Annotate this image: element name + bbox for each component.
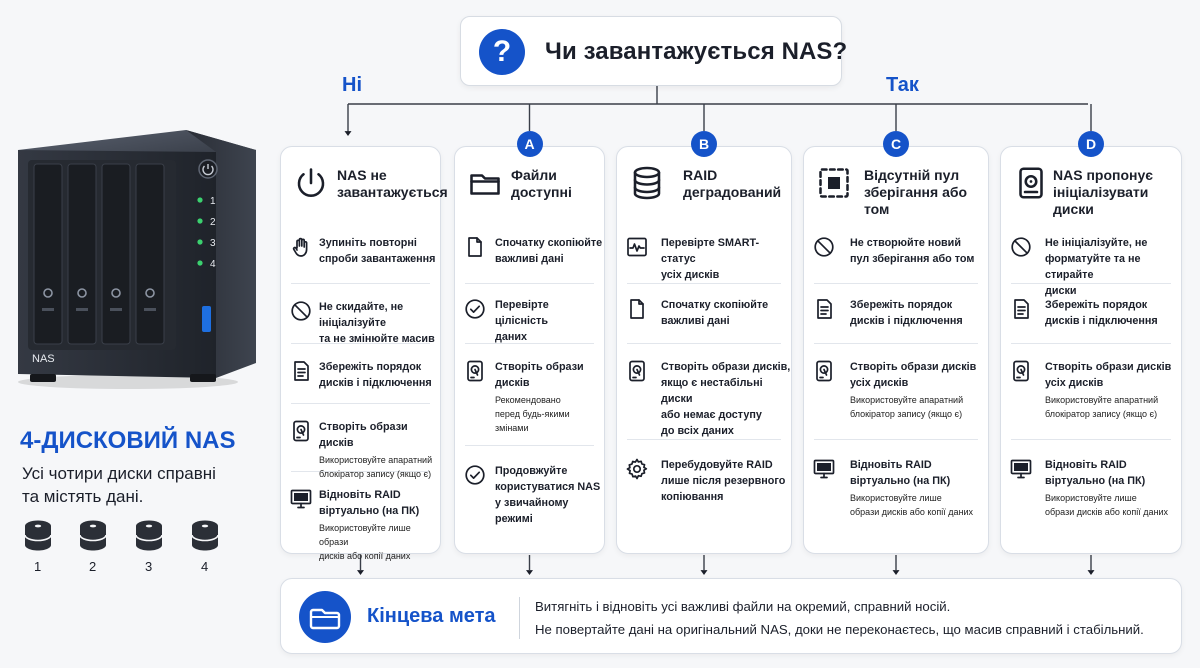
step-text-line: або немає доступу <box>661 409 762 421</box>
column-title <box>511 167 572 201</box>
final-goal-title: Кінцева мета <box>367 605 496 627</box>
step-text <box>661 297 768 329</box>
step-divider <box>814 439 978 440</box>
step-divider <box>627 343 781 344</box>
step-text-line: Створіть образи дисків, <box>661 361 791 373</box>
step-text-line: Збережіть порядок <box>319 361 422 373</box>
folder-icon <box>467 165 507 205</box>
no-icon <box>812 235 838 261</box>
step-divider <box>1011 439 1171 440</box>
branch-no-label: Ні <box>342 74 362 96</box>
step-note-line: дисків або копії даних <box>319 551 411 561</box>
database-icon <box>629 165 669 205</box>
step-text-line: Перебудовуйте RAID <box>661 459 773 471</box>
step-text <box>319 487 419 519</box>
column-title-line: NAS не <box>337 167 387 183</box>
disk-label: 2 <box>89 559 97 574</box>
document-icon <box>289 359 315 385</box>
step-text-line: Не створюйте новий <box>850 237 961 249</box>
step-text-line: Перевірте цілісність <box>495 299 549 327</box>
goal-divider <box>519 597 520 639</box>
step-text <box>850 297 963 329</box>
usb-port <box>202 306 211 332</box>
column-header <box>617 163 791 211</box>
step-text-line: пул зберігання або том <box>850 253 975 265</box>
step-text-line: Створіть образи дисків <box>850 361 977 373</box>
question-icon: ? <box>479 29 525 75</box>
led-label-2: 2 <box>210 217 216 228</box>
disk-icon <box>463 359 489 385</box>
branch-yes-label: Так <box>886 74 919 96</box>
power-icon <box>293 165 333 205</box>
final-goal-line2: Не повертайте дані на оригінальний NAS, доки не переконаєтесь, що масив справний і стабільний. <box>535 622 1144 637</box>
step-text-line: віртуально (на ПК) <box>850 475 951 487</box>
step-text-line: Створіть образи дисків <box>1045 361 1172 373</box>
scenario-column <box>454 146 605 554</box>
step-text-line: та не змінюйте масив <box>319 333 435 345</box>
step-divider <box>291 403 430 404</box>
step-text-line: Створіть образи <box>319 421 408 433</box>
column-title-line: Відсутній пул <box>864 167 960 183</box>
step-note-line: образи дисків або копії даних <box>1045 507 1169 517</box>
column-title <box>683 167 781 201</box>
missing-pool-icon <box>816 165 856 205</box>
column-header <box>455 163 604 211</box>
drive-alert-icon <box>1013 165 1053 205</box>
arrow-head <box>526 570 533 575</box>
device-desc-line2: та містять дані. <box>22 487 144 506</box>
step-note-line: Використовуйте апаратний <box>850 395 964 405</box>
step-text-line: Не ініціалізуйте, не <box>1045 237 1148 249</box>
disk-icon <box>135 519 163 558</box>
step-text <box>850 457 950 489</box>
column-title <box>337 167 448 201</box>
step-note <box>319 521 440 563</box>
step-note-line: блокіратор запису (якщо є) <box>850 409 963 419</box>
step-note <box>1045 491 1168 519</box>
step-text <box>319 299 440 347</box>
step-text <box>850 235 974 267</box>
question-box <box>460 16 848 86</box>
step-note-line: образи дисків або копії даних <box>850 507 974 517</box>
disk-label: 3 <box>145 559 153 574</box>
scenario-column <box>616 146 792 554</box>
disk-label: 4 <box>201 559 209 574</box>
step-note-line: Рекомендовано <box>495 395 561 405</box>
scenario-badge: A <box>517 131 543 157</box>
led-label-1: 1 <box>210 196 216 207</box>
step-text-line: Відновіть RAID <box>850 459 932 471</box>
led-label-3: 3 <box>210 238 216 249</box>
step-note-line: перед будь-якими змінами <box>495 409 570 433</box>
scenario-badge: C <box>883 131 909 157</box>
led-label-4: 4 <box>210 259 216 270</box>
step-text <box>319 235 435 267</box>
step-note <box>495 393 604 435</box>
step-text-line: копіювання <box>661 491 724 503</box>
column-header <box>1001 163 1181 217</box>
step-text <box>1045 297 1158 329</box>
step-text-line: віртуально (на ПК) <box>1045 475 1146 487</box>
step-text-line: Спочатку скопіюйте <box>495 237 603 249</box>
hand-stop-icon <box>289 235 315 261</box>
step-note-line: Використовуйте лише <box>1045 493 1137 503</box>
step-text-line: Перевірте SMART-статус <box>661 237 760 265</box>
disk-label: 1 <box>34 559 42 574</box>
step-text <box>319 359 432 391</box>
column-title <box>864 167 988 218</box>
scenario-badge: B <box>691 131 717 157</box>
step-text <box>319 419 408 451</box>
arrow-head <box>357 570 364 575</box>
disk-icon <box>191 519 219 558</box>
step-text <box>1045 359 1171 391</box>
step-note <box>850 393 963 421</box>
step-text <box>495 235 602 267</box>
step-text-line: дисків і підключення <box>850 315 963 327</box>
step-text <box>495 297 604 345</box>
column-header <box>804 163 988 217</box>
step-text-line: Зупиніть повторні <box>319 237 417 249</box>
step-text-line: лише після резервного <box>661 475 786 487</box>
check-circle-icon <box>463 463 489 489</box>
column-title-line: завантажується <box>337 184 448 200</box>
column-title-line: доступні <box>511 184 572 200</box>
column-title-line: зберігання або том <box>864 184 968 217</box>
step-note-line: Використовуйте лише <box>850 493 942 503</box>
folder-icon <box>299 591 351 643</box>
step-text-line: дисків і підключення <box>1045 315 1158 327</box>
step-text-line: Не скидайте, не ініціалізуйте <box>319 301 404 329</box>
step-text-line: якщо є нестабільні диски <box>661 377 763 405</box>
disk-icon <box>625 359 651 385</box>
step-text-line: Збережіть порядок <box>850 299 953 311</box>
step-text <box>495 463 604 527</box>
step-note-line: Використовуйте лише образи <box>319 523 411 547</box>
gear-icon <box>625 457 651 483</box>
nas-device-illustration <box>18 128 268 390</box>
step-text-line: Відновіть RAID <box>1045 459 1127 471</box>
step-divider <box>814 283 978 284</box>
step-text-line: віртуально (на ПК) <box>319 505 420 517</box>
no-icon <box>1009 235 1035 261</box>
step-note <box>850 491 973 519</box>
monitor-icon <box>812 457 838 483</box>
column-title-line: NAS пропонує <box>1053 167 1153 183</box>
monitor-icon <box>289 487 315 513</box>
disk-icon <box>1009 359 1035 385</box>
device-desc-line1: Усі чотири диски справні <box>22 464 216 483</box>
step-note-line: Використовуйте апаратний <box>1045 395 1159 405</box>
final-goal-box <box>280 578 1182 654</box>
step-text <box>661 457 785 505</box>
copy-doc-icon <box>463 235 489 261</box>
final-goal-line1: Витягніть і відновіть усі важливі файли на окремий, справний носій. <box>535 599 951 614</box>
disk-icon <box>24 519 52 558</box>
document-icon <box>812 297 838 323</box>
scenario-column <box>1000 146 1182 554</box>
column-title-line: RAID <box>683 167 718 183</box>
column-title-line: Файли <box>511 167 557 183</box>
step-text-line: до всіх даних <box>661 425 734 437</box>
step-text <box>495 359 584 391</box>
step-divider <box>814 343 978 344</box>
device-title: 4-ДИСКОВИЙ NAS <box>20 427 236 454</box>
disk-icon <box>812 359 838 385</box>
device-label: NAS <box>32 353 55 365</box>
step-note-line: Використовуйте апаратний <box>319 455 433 465</box>
step-divider <box>627 283 781 284</box>
column-title-line: деградований <box>683 184 782 200</box>
pulse-icon <box>625 235 651 261</box>
step-divider <box>291 283 430 284</box>
step-note <box>319 453 432 481</box>
step-text-line: користуватися NAS <box>495 481 601 493</box>
question-text: Чи завантажується NAS? <box>545 38 848 65</box>
check-circle-icon <box>463 297 489 323</box>
step-text <box>661 359 791 439</box>
step-text <box>850 359 976 391</box>
disk-icon <box>289 419 315 445</box>
step-divider <box>465 445 594 446</box>
step-text-line: Продовжуйте <box>495 465 568 477</box>
arrow-head <box>701 570 708 575</box>
step-text-line: дисків <box>495 377 530 389</box>
step-text-line: спроби завантаження <box>319 253 436 265</box>
step-text <box>1045 235 1181 299</box>
step-text-line: Створіть образи <box>495 361 584 373</box>
scenario-column <box>803 146 989 554</box>
step-text <box>661 235 791 283</box>
step-text-line: диски <box>1045 285 1077 297</box>
step-text-line: Збережіть порядок <box>1045 299 1148 311</box>
step-note-line: блокіратор запису (якщо є) <box>319 469 432 479</box>
column-title-line: ініціалізувати диски <box>1053 184 1149 217</box>
step-text-line: усіх дисків <box>850 377 909 389</box>
step-note <box>1045 393 1158 421</box>
scenario-column <box>280 146 448 561</box>
scenario-badge: D <box>1078 131 1104 157</box>
step-divider <box>627 439 781 440</box>
step-divider <box>465 283 594 284</box>
step-text-line: дисків і підключення <box>319 377 432 389</box>
arrow-head <box>893 570 900 575</box>
column-header <box>281 163 448 211</box>
disk-icon <box>79 519 107 558</box>
step-text-line: усіх дисків <box>1045 377 1104 389</box>
step-text-line: Відновіть RAID <box>319 489 401 501</box>
step-divider <box>1011 343 1171 344</box>
step-text-line: дисків <box>319 437 354 449</box>
step-text-line: форматуйте та не стирайте <box>1045 253 1141 281</box>
monitor-icon <box>1009 457 1035 483</box>
step-text <box>1045 457 1145 489</box>
step-text-line: Спочатку скопіюйте <box>661 299 769 311</box>
step-text-line: усіх дисків <box>661 269 720 281</box>
step-text-line: важливі дані <box>661 315 730 327</box>
document-icon <box>1009 297 1035 323</box>
arrow-head <box>1088 570 1095 575</box>
step-text-line: важливі дані <box>495 253 564 265</box>
no-icon <box>289 299 315 325</box>
step-text-line: даних <box>495 331 528 343</box>
copy-doc-icon <box>625 297 651 323</box>
step-note-line: блокіратор запису (якщо є) <box>1045 409 1158 419</box>
step-text-line: у звичайному режимі <box>495 497 569 525</box>
arrow-head <box>345 131 352 136</box>
column-title <box>1053 167 1181 218</box>
